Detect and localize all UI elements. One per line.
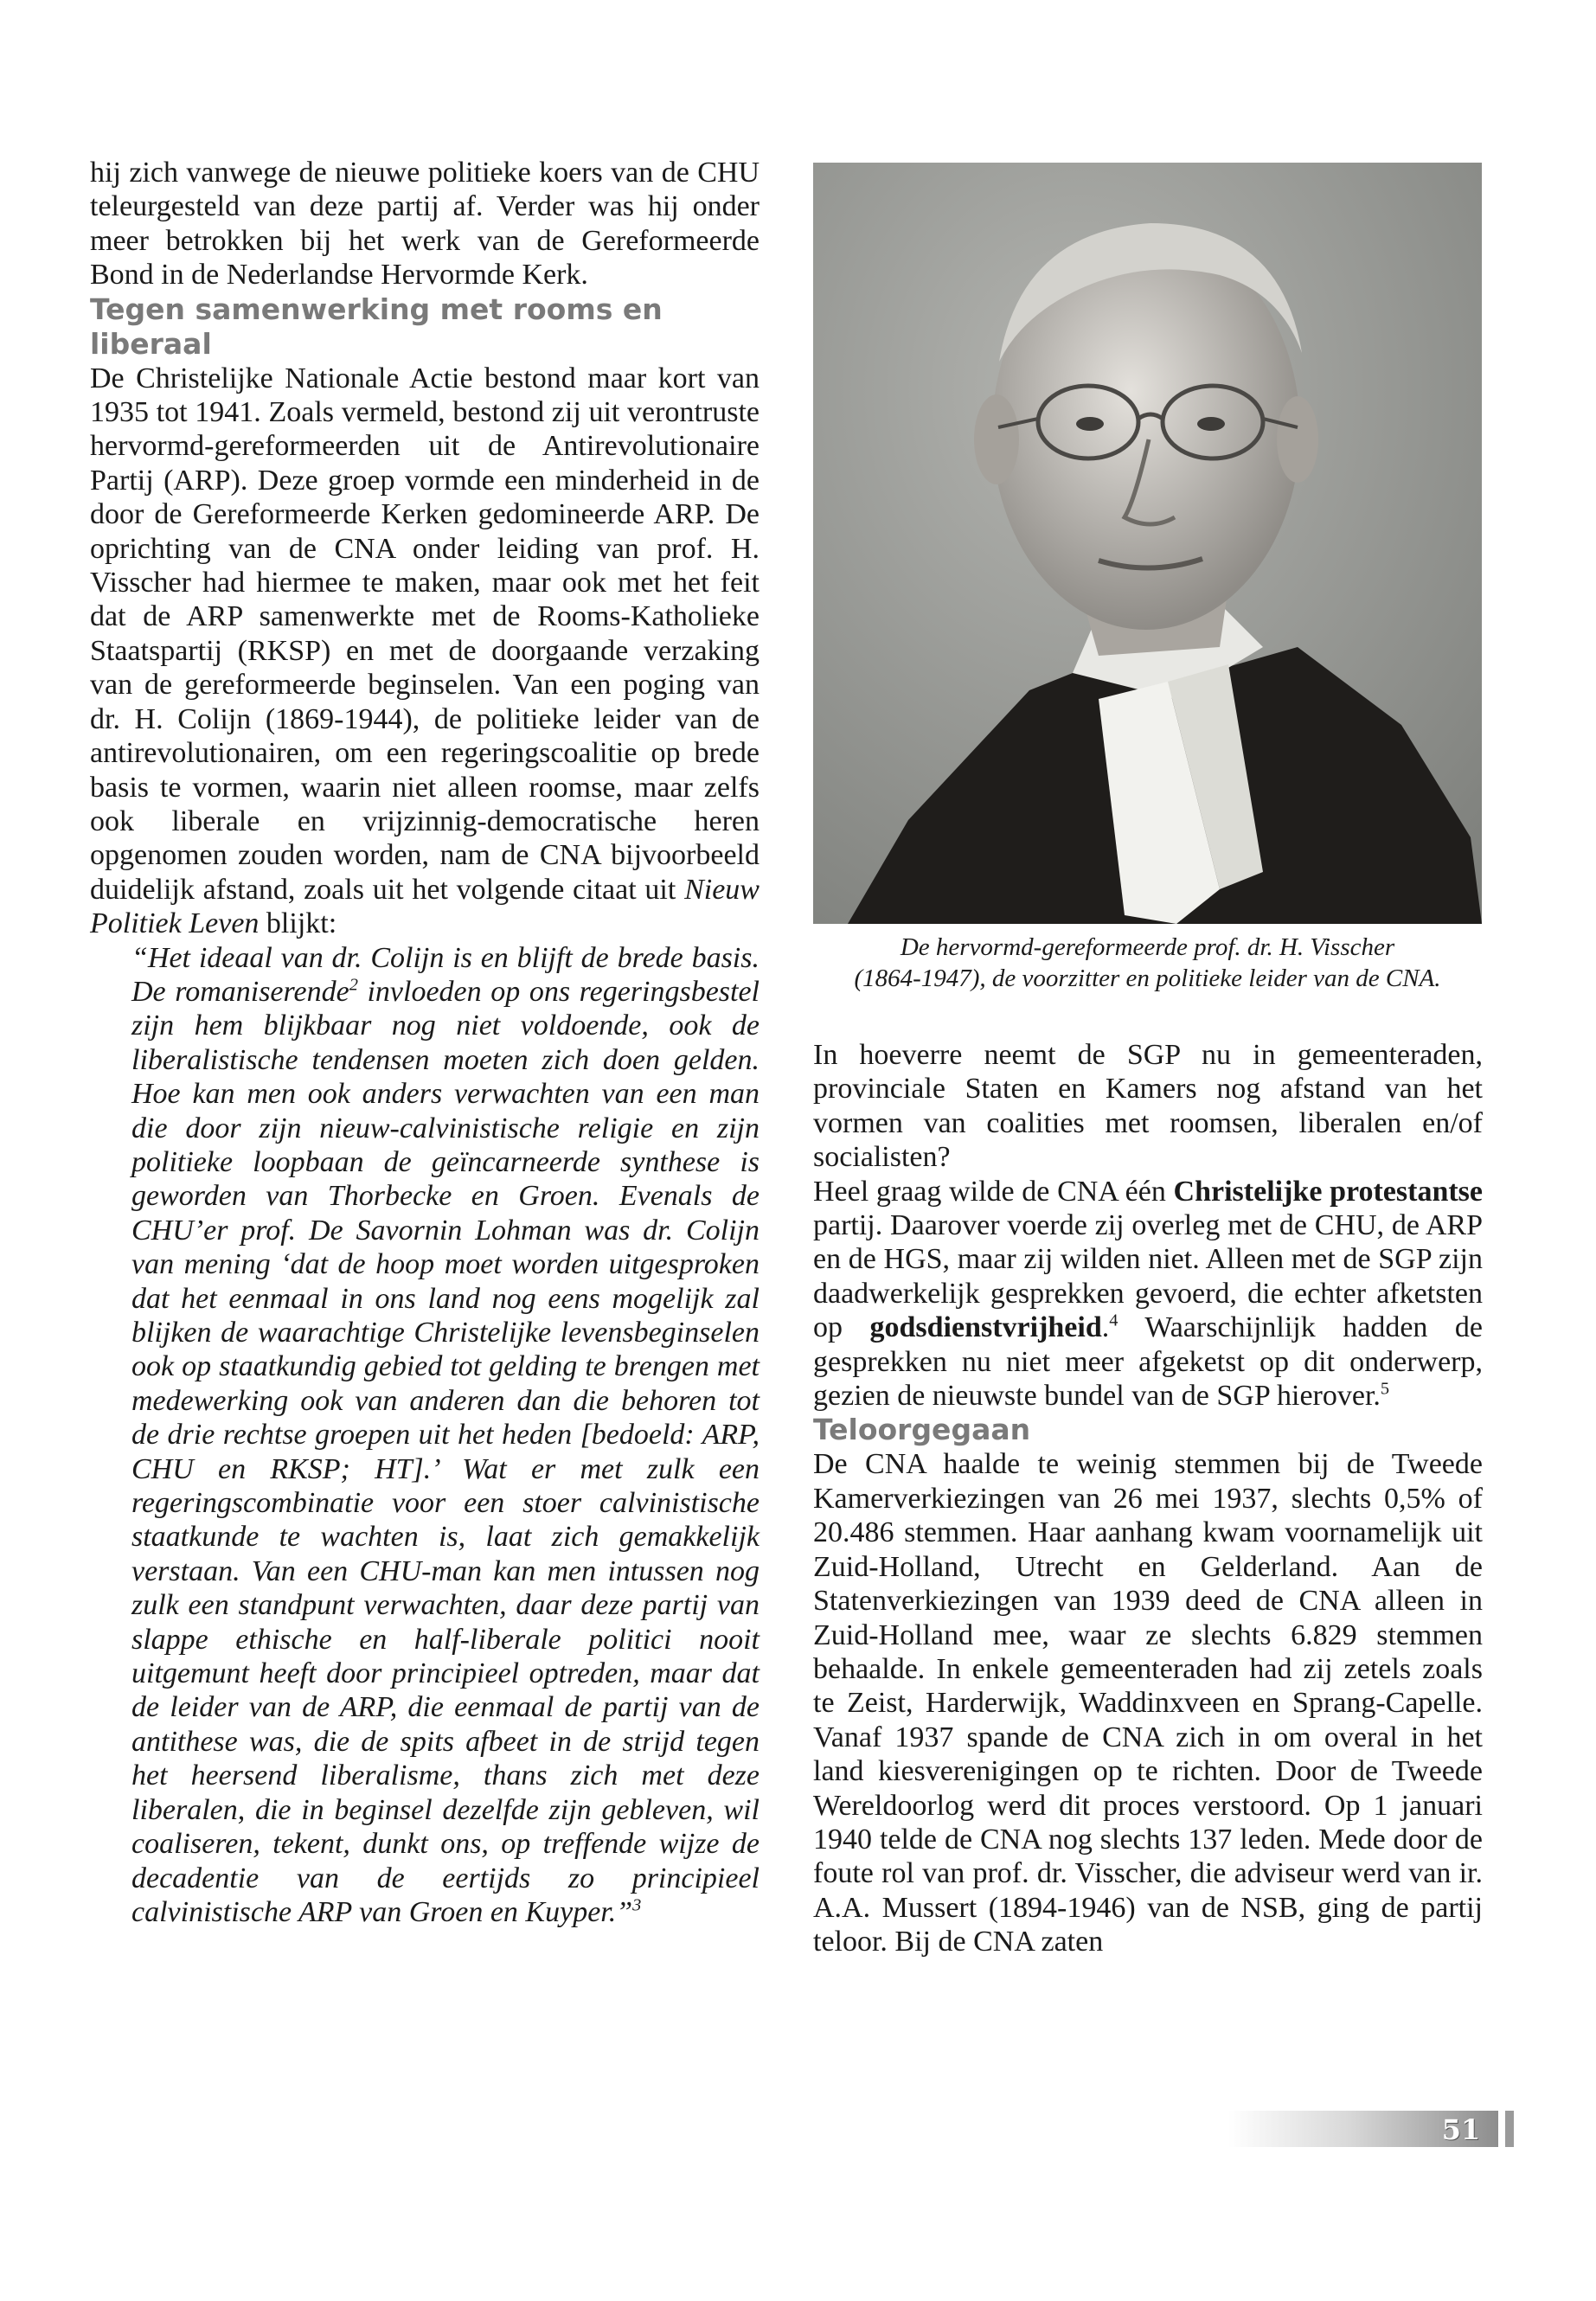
body-text-end: blijkt: — [259, 907, 337, 940]
photo-caption — [813, 932, 1482, 994]
right-column — [813, 1038, 1483, 1959]
quote-text-b: invloeden op ons regeringsbestel zijn hem blijkbaar nog niet voldoende, ook de liberalistische tendensen moeten zich doen gelden. Hoe kan men ook anders verwachten van een man die door zijn nieuw-calvinistische religie en zijn politieke loopbaan de geïncarneerde synthese is geworden van Thorbecke en Groen. Evenals de CHU’er prof. De Savornin Lohman was dr. Colijn van mening ‘dat de hoop moet worden uitgesproken dat het eenmaal in ons land nog eens mogelijk zal blijken de waarachtige Christelijke levensbeginselen ook op staatkundig gebied tot gelding te brengen met medewerking ook van anderen dan die behoren tot de drie rechtse groepen uit het heden [bedoeld: ARP, CHU en RKSP; HT].’ Wat er met zulk een regeringscombinatie voor een stoer calvinistische staatkunde te wachten is, laat zich gemakkelijk verstaan. Van een CHU-man kan men intussen nog zulk een standpunt verwachten, daar deze partij van slappe ethische en half-liberale politici nooit uitgemunt heeft door principieel optreden, maar dat de leider van de ARP, die eenmaal de partij van de antithese was, die de spits afbeet in de strijd tegen het heersend liberalisme, thans zich met deze liberalen, die in beginsel dezelfde zijn gebleven, wil coaliseren, tekent, dunkt ons, op treffende wijze de decadentie van de eertijds zo principieel calvinistische ARP van Groen en Kuyper.” — [131, 975, 760, 1928]
teloorgegaan-paragraph: De CNA haalde te weinig stemmen bij de Tweede Kamerverkiezingen van 26 mei 1937, slechts 0,5% of 20.486 stemmen. Haar aanhang kwam voornamelijk uit Zuid-Holland, Utrecht en Gelderland. Aan de Statenverkiezingen van 1939 deed de CNA alleen in Zuid-Holland mee, waar ze slechts 6.829 stemmen behaalde. In enkele gemeenteraden had zij zetels zoals te Zeist, Harderwijk, Waddinxveen en Sprang-Capelle. Vanaf 1937 spande de CNA zich in om overal in het land kiesverenigingen op te richten. Door de Tweede Wereldoorlog werd dit proces verstoord. Op 1 januari 1940 telde de CNA nog slechts 137 leden. Mede door de foute rol van prof. dr. Visscher, die adviseur werd van ir. A.A. Mussert (1894-1946) van de NSB, ging de partij teloor. Bij de CNA zaten — [813, 1448, 1483, 1958]
portrait-photo — [813, 163, 1482, 924]
footnote-ref-3: 3 — [632, 1895, 642, 1915]
intro-paragraph: hij zich vanwege de nieuwe politieke koers van de CHU teleurgesteld van deze partij af. Verder was hij onder meer betrokken bij het werk van de Gereformeerde Bond in de Nederlandse Hervormde Kerk. — [90, 157, 760, 292]
section-heading-rooms-liberaal: Tegen samenwerking met rooms en liberaal — [90, 292, 663, 361]
left-column — [90, 156, 760, 1929]
text-part-b: partij. Daarover voerde zij overleg met de CHU, de ARP en de HGS, maar zij wilden niet. Alleen met de SGP zijn daadwerkelijk gesprekken gevoerd, die echter afketsten op — [813, 1209, 1483, 1344]
question-paragraph: In hoeverre neemt de SGP nu in gemeenteraden, provinciale Staten en Kamers nog afstand van het vormen van coalities met roomsen, liberalen en/of socialisten? — [813, 1039, 1483, 1174]
source-title: Nieuw Politiek Leven — [90, 873, 760, 940]
block-quote — [131, 941, 760, 1930]
cna-sgp-paragraph: Heel graag wilde de CNA één Christelijke protestantse partij. Daarover voerde zij overleg met de CHU, de ARP en de HGS, maar zij wilden niet. Alleen met de SGP zijn daadwerkelijk gesprekken gevoerd, die echter afketsten op godsdienstvrijheid.$^4$ Waarschijnlijk hadden de gesprekken nu niet meer afgeketst op dit onderwerp, gezien de nieuwste bundel van de SGP hierover.$^5$ — [813, 1175, 1484, 1413]
page-number: 51 — [1441, 2113, 1481, 2146]
caption-line-2: (1864-1947), de voorzitter en politieke leider van de CNA. — [854, 965, 1441, 992]
bold-term-christelijke-protestantse: Christelijke protestantse — [1173, 1175, 1484, 1208]
body-text-start: De Christelijke Nationale Actie bestond maar kort van 1935 tot 1941. Zoals vermeld, bestond zij uit verontruste hervormd-gereformeerden uit de Antirevolutionaire Partij (ARP). Deze groep vormde een minderheid in de door de Gereformeerde Kerken gedomineerde ARP. De oprichting van de CNA onder leiding van prof. H. Visscher had hiermee te maken, maar ook met het feit dat de ARP samenwerkte met de Rooms-Katholieke Staatspartij (RKSP) en met de doorgaande verzaking van de gereformeerde beginselen. Van een poging van dr. H. Colijn (1869-1944), de politieke leider van de antirevolutionairen, om een regeringscoalitie op brede basis te vormen, waarin niet alleen roomse, maar zelfs ook liberale en vrijzinnig-democratische heren opgenomen zouden worden, nam de CNA bijvoorbeeld duidelijk afstand, zoals uit het volgende citaat uit — [90, 362, 760, 906]
section-heading-teloorgegaan: Teloorgegaan — [813, 1413, 1031, 1447]
footnote-ref-5: 5 — [1380, 1379, 1390, 1399]
portrait-illustration — [813, 163, 1482, 924]
text-part-a: Heel graag wilde de CNA één — [813, 1175, 1174, 1208]
footnote-ref-4: 4 — [1109, 1311, 1118, 1330]
body-paragraph-cna — [90, 362, 760, 941]
caption-line-1: De hervormd-gereformeerde prof. dr. H. Visscher — [900, 933, 1395, 961]
page-edge-marker — [1505, 2111, 1514, 2147]
bold-term-godsdienstvrijheid: godsdienstvrijheid — [869, 1311, 1102, 1344]
footnote-ref-2: 2 — [349, 975, 358, 995]
text-part-c: Waarschijnlijk hadden de gesprekken nu niet meer afgeketst op dit onderwerp, gezien de nieuwste bundel van de SGP hierover. — [813, 1311, 1483, 1413]
quote-text-a: “Het ideaal van dr. Colijn is en blijft de brede basis. De romaniserende — [131, 941, 760, 1008]
